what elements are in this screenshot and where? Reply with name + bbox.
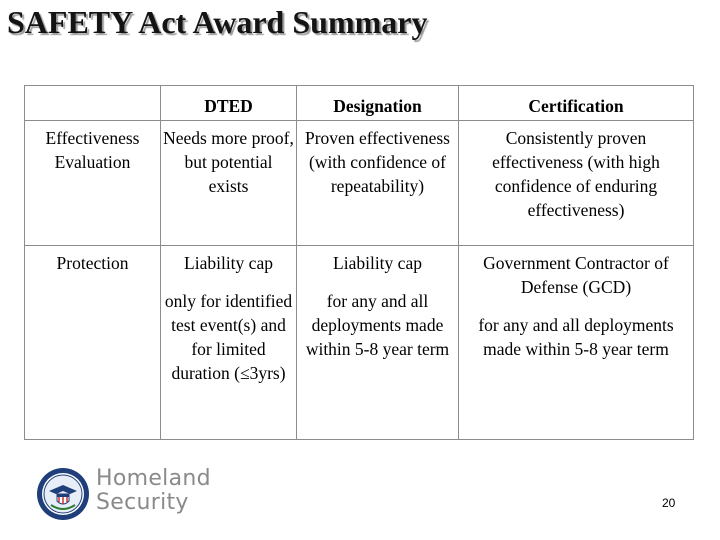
row-label-protection: Protection — [25, 246, 161, 440]
table-row — [25, 121, 694, 246]
homeland-security-logo — [36, 465, 236, 520]
row-label-effectiveness: Effectiveness Evaluation — [25, 121, 161, 246]
dted-protection-line1: Liability cap — [184, 253, 273, 273]
cell-dted-protection — [161, 246, 297, 440]
table-row — [25, 246, 694, 440]
cell-dted-effectiveness: Needs more proof, but potential exists — [161, 121, 297, 246]
table-header-row — [25, 86, 694, 121]
page-number: 20 — [662, 496, 676, 510]
header-designation: Designation — [297, 86, 459, 121]
cell-designation-effectiveness: Proven effectiveness (with confidence of repeatability) — [297, 121, 459, 246]
designation-protection-line1: Liability cap — [333, 253, 422, 273]
page-title: SAFETY Act Award Summary — [7, 4, 428, 40]
cell-designation-protection — [297, 246, 459, 440]
logo-line-security: Security — [96, 490, 189, 515]
designation-protection-line2: for any and all deployments made within 5-8 year term — [305, 291, 450, 359]
certification-protection-line2: for any and all deployments made within 5-8 year term — [478, 315, 674, 359]
cell-certification-effectiveness: Consistently proven effectiveness (with high confidence of enduring effectiveness) — [459, 121, 694, 246]
cell-certification-protection — [459, 246, 694, 440]
dhs-seal-icon — [36, 467, 90, 521]
header-cell-empty — [25, 86, 161, 121]
logo-line-homeland: Homeland — [96, 466, 211, 491]
header-certification: Certification — [459, 86, 694, 121]
award-summary-table — [24, 85, 694, 440]
dted-protection-line2: only for identified test event(s) and for limited duration (≤3yrs) — [164, 291, 293, 383]
header-dted: DTED — [161, 86, 297, 121]
certification-protection-line1: Government Contractor of Defense (GCD) — [483, 253, 669, 297]
